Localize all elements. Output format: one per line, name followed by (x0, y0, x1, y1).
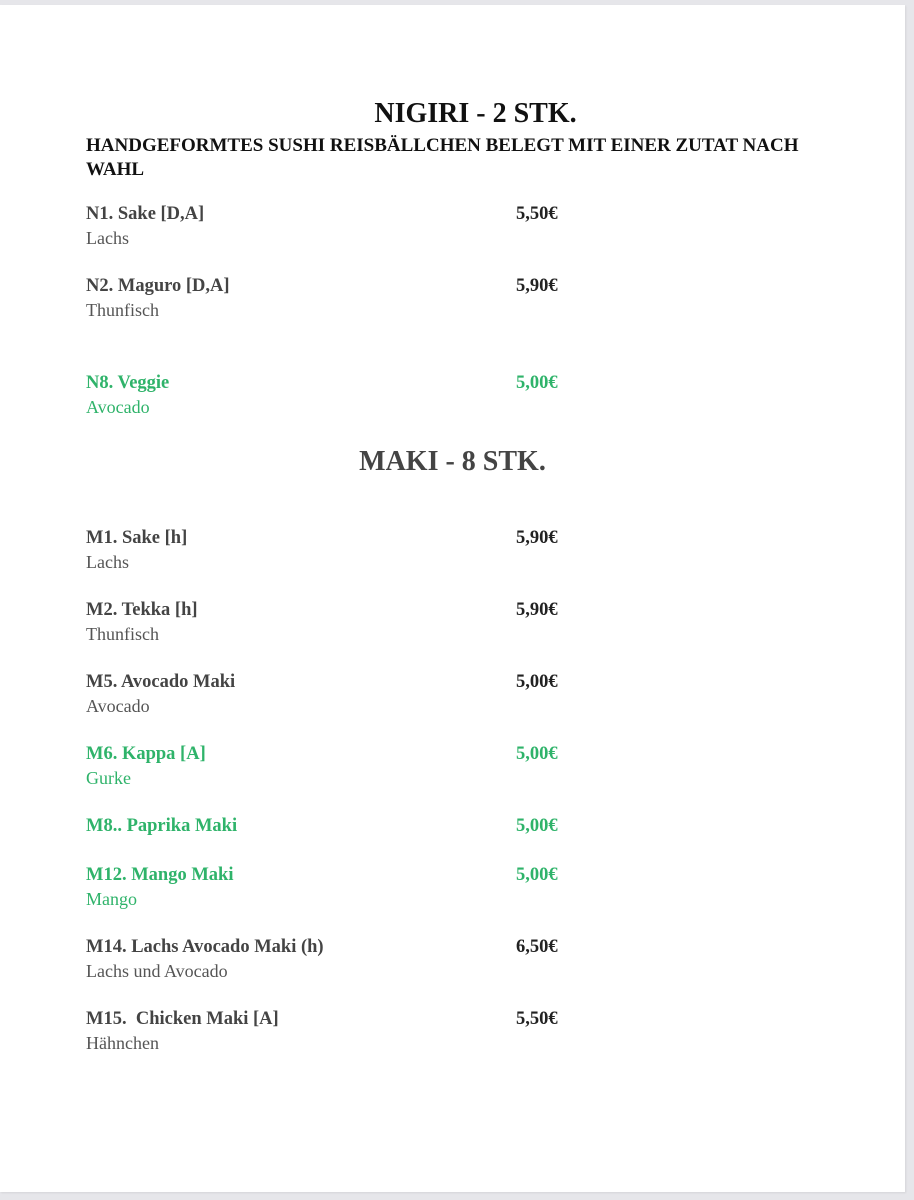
menu-item-n1 (86, 202, 586, 250)
item-description: Mango (86, 889, 137, 909)
menu-item-m1 (86, 526, 586, 574)
menu-item-m2 (86, 598, 586, 646)
menu-page (0, 5, 905, 1192)
item-name: M5. Avocado Maki (86, 672, 236, 692)
item-name: M2. Tekka [h] (86, 600, 198, 620)
item-name: M15. Chicken Maki [A] (86, 1009, 279, 1029)
item-description: Avocado (86, 696, 150, 716)
item-description: Thunfisch (86, 300, 159, 320)
item-price: 5,00€ (516, 672, 558, 692)
menu-item-n2 (86, 274, 586, 322)
menu-item-m5 (86, 670, 586, 718)
item-price: 5,00€ (516, 373, 558, 393)
item-name: M14. Lachs Avocado Maki (h) (86, 937, 324, 957)
item-price: 5,00€ (516, 865, 558, 885)
item-name: M12. Mango Maki (86, 865, 234, 885)
nigiri-section-title: NIGIRI - 2 STK. (374, 98, 577, 129)
item-price: 5,90€ (516, 276, 558, 296)
item-description: Lachs (86, 228, 129, 248)
menu-item-m15 (86, 1007, 586, 1055)
item-price: 5,00€ (516, 744, 558, 764)
item-name: N2. Maguro [D,A] (86, 276, 230, 296)
item-price: 5,90€ (516, 528, 558, 548)
item-description: Gurke (86, 768, 131, 788)
item-price: 5,90€ (516, 600, 558, 620)
nigiri-subtitle: HANDGEFORMTES SUSHI REISBÄLLCHEN BELEGT MIT EINER ZUTAT NACH WAHL (86, 135, 799, 180)
item-description: Hähnchen (86, 1033, 159, 1053)
menu-item-m14 (86, 935, 586, 983)
item-name: M6. Kappa [A] (86, 744, 206, 764)
item-name: N8. Veggie (86, 373, 170, 393)
item-name: M1. Sake [h] (86, 528, 188, 548)
item-price: 5,50€ (516, 1009, 558, 1029)
item-price: 5,50€ (516, 204, 558, 224)
item-price: 6,50€ (516, 937, 558, 957)
menu-item-m12 (86, 863, 586, 911)
menu-item-n8 (86, 371, 586, 419)
item-description: Avocado (86, 397, 150, 417)
item-description: Lachs (86, 552, 129, 572)
item-price: 5,00€ (516, 816, 558, 836)
maki-section-title: MAKI - 8 STK. (359, 446, 546, 477)
menu-item-m8 (86, 814, 586, 838)
item-name: M8.. Paprika Maki (86, 816, 238, 836)
item-description: Lachs und Avocado (86, 961, 228, 981)
menu-item-m6 (86, 742, 586, 790)
item-name: N1. Sake [D,A] (86, 204, 205, 224)
item-description: Thunfisch (86, 624, 159, 644)
